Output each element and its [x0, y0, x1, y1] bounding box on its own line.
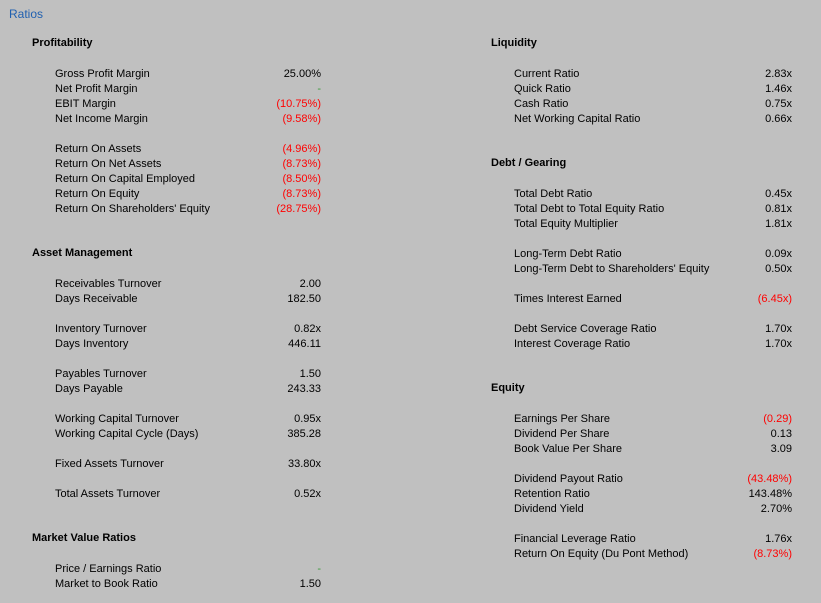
ratio-row-dividend-yield: [410, 502, 821, 517]
ratio-row-total-equity-multiplier: [410, 217, 821, 232]
ratio-row-working-capital-cycle-days: [0, 427, 410, 442]
ratio-value: 0.82x: [294, 323, 321, 335]
ratio-value: 0.50x: [765, 263, 792, 275]
ratio-value: 1.50: [299, 578, 321, 590]
ratio-label: Working Capital Turnover: [55, 413, 179, 425]
ratio-value: -: [317, 83, 321, 95]
ratio-label: Earnings Per Share: [514, 413, 610, 425]
ratio-row-return-on-assets: [0, 142, 410, 157]
ratio-value: 1.70x: [765, 338, 792, 350]
ratio-label: EBIT Margin: [55, 98, 116, 110]
ratio-value: 2.00: [299, 278, 321, 290]
ratio-row-debt-service-coverage-ratio: [410, 322, 821, 337]
ratio-value: 2.70%: [760, 503, 792, 515]
ratio-label: Inventory Turnover: [55, 323, 147, 335]
ratio-label: Net Income Margin: [55, 113, 148, 125]
ratio-label: Fixed Assets Turnover: [55, 458, 164, 470]
ratio-row-total-debt-ratio: [410, 187, 821, 202]
ratio-value: (28.75%): [276, 203, 321, 215]
ratio-row-total-assets-turnover: [0, 487, 410, 502]
ratio-value: 3.09: [770, 443, 792, 455]
ratio-label: Total Debt to Total Equity Ratio: [514, 203, 665, 215]
ratio-label: Return On Capital Employed: [55, 173, 196, 185]
ratio-value: (8.73%): [753, 548, 792, 560]
ratio-value: (8.73%): [282, 158, 321, 170]
ratio-label: Dividend Per Share: [514, 428, 610, 440]
section-heading-liquidity: Liquidity: [491, 37, 537, 49]
ratio-row-long-term-debt-ratio: [410, 247, 821, 262]
ratio-row-total-debt-to-total-equity-ratio: [410, 202, 821, 217]
ratio-label: Return On Net Assets: [55, 158, 162, 170]
ratio-value: (10.75%): [276, 98, 321, 110]
ratio-value: (9.58%): [282, 113, 321, 125]
ratio-label: Quick Ratio: [514, 83, 571, 95]
ratio-label: Return On Equity: [55, 188, 140, 200]
ratio-label: Debt Service Coverage Ratio: [514, 323, 657, 335]
ratio-row-net-income-margin: [0, 112, 410, 127]
ratio-value: -: [317, 563, 321, 575]
ratio-label: Return On Equity (Du Pont Method): [514, 548, 689, 560]
ratio-label: Total Debt Ratio: [514, 188, 593, 200]
ratio-label: Net Profit Margin: [55, 83, 138, 95]
section-heading-asset-management: Asset Management: [32, 247, 133, 259]
ratio-value: (43.48%): [747, 473, 792, 485]
ratio-label: Days Inventory: [55, 338, 129, 350]
ratio-value: 0.66x: [765, 113, 792, 125]
ratio-value: (6.45x): [757, 293, 792, 305]
ratio-value: 182.50: [287, 293, 321, 305]
ratio-row-times-interest-earned: [410, 292, 821, 307]
ratio-label: Payables Turnover: [55, 368, 147, 380]
ratio-value: 1.46x: [765, 83, 792, 95]
ratio-value: 1.81x: [765, 218, 792, 230]
ratio-row-book-value-per-share: [410, 442, 821, 457]
section-heading-debt-gearing: Debt / Gearing: [491, 157, 567, 169]
ratio-row-return-on-shareholders-equity: [0, 202, 410, 217]
ratio-row-retention-ratio: [410, 487, 821, 502]
ratio-label: Retention Ratio: [514, 488, 590, 500]
ratio-row-earnings-per-share: [410, 412, 821, 427]
ratio-row-price-earnings-ratio: [0, 562, 410, 577]
ratio-label: Long-Term Debt Ratio: [514, 248, 622, 260]
ratio-label: Total Equity Multiplier: [514, 218, 618, 230]
ratio-row-payables-turnover: [0, 367, 410, 382]
ratio-row-market-to-book-ratio: [0, 577, 410, 592]
ratio-label: Days Payable: [55, 383, 123, 395]
ratio-label: Dividend Payout Ratio: [514, 473, 623, 485]
ratio-label: Times Interest Earned: [514, 293, 622, 305]
ratio-value: 385.28: [287, 428, 321, 440]
ratio-value: (8.50%): [282, 173, 321, 185]
ratio-row-return-on-capital-employed: [0, 172, 410, 187]
ratio-value: (8.73%): [282, 188, 321, 200]
ratio-label: Price / Earnings Ratio: [55, 563, 162, 575]
ratio-label: Gross Profit Margin: [55, 68, 150, 80]
ratio-value: 25.00%: [283, 68, 321, 80]
ratio-label: Days Receivable: [55, 293, 138, 305]
ratio-value: 446.11: [288, 338, 321, 350]
ratio-label: Financial Leverage Ratio: [514, 533, 636, 545]
ratio-row-return-on-equity: [0, 187, 410, 202]
ratio-row-days-payable: [0, 382, 410, 397]
section-heading-market-value-ratios: Market Value Ratios: [32, 532, 136, 544]
ratio-row-receivables-turnover: [0, 277, 410, 292]
ratio-label: Dividend Yield: [514, 503, 584, 515]
ratio-row-dividend-per-share: [410, 427, 821, 442]
ratio-row-working-capital-turnover: [0, 412, 410, 427]
ratio-row-ebit-margin: [0, 97, 410, 112]
ratio-label: Receivables Turnover: [55, 278, 162, 290]
ratio-value: (4.96%): [282, 143, 321, 155]
ratio-value: 243.33: [287, 383, 321, 395]
ratio-value: 0.52x: [294, 488, 321, 500]
ratio-label: Interest Coverage Ratio: [514, 338, 631, 350]
ratio-value: 2.83x: [765, 68, 792, 80]
ratio-row-interest-coverage-ratio: [410, 337, 821, 352]
ratio-row-quick-ratio: [410, 82, 821, 97]
ratio-label: Market to Book Ratio: [55, 578, 158, 590]
ratio-label: Long-Term Debt to Shareholders' Equity: [514, 263, 710, 275]
ratio-label: Cash Ratio: [514, 98, 569, 110]
ratio-row-return-on-net-assets: [0, 157, 410, 172]
ratio-row-net-profit-margin: [0, 82, 410, 97]
ratio-value: 1.70x: [765, 323, 792, 335]
ratio-row-financial-leverage-ratio: [410, 532, 821, 547]
ratio-row-inventory-turnover: [0, 322, 410, 337]
section-heading-equity: Equity: [491, 382, 525, 394]
ratio-value: 0.09x: [765, 248, 792, 260]
ratio-value: 33.80x: [287, 458, 321, 470]
ratio-value: 0.13: [770, 428, 792, 440]
ratio-value: 1.50: [299, 368, 321, 380]
ratio-label: Total Assets Turnover: [55, 488, 161, 500]
section-heading-profitability: Profitability: [32, 37, 93, 49]
ratio-row-dividend-payout-ratio: [410, 472, 821, 487]
ratio-value: 0.95x: [294, 413, 321, 425]
ratio-label: Book Value Per Share: [514, 443, 623, 455]
ratio-label: Return On Shareholders' Equity: [55, 203, 210, 215]
ratio-row-current-ratio: [410, 67, 821, 82]
ratio-row-net-working-capital-ratio: [410, 112, 821, 127]
ratio-label: Return On Assets: [55, 143, 142, 155]
ratio-row-return-on-equity-du-pont-method: [410, 547, 821, 562]
ratio-value: 0.81x: [765, 203, 792, 215]
ratio-label: Working Capital Cycle (Days): [55, 428, 199, 440]
ratio-row-fixed-assets-turnover: [0, 457, 410, 472]
ratio-label: Current Ratio: [514, 68, 580, 80]
ratio-value: (0.29): [763, 413, 792, 425]
ratio-row-gross-profit-margin: [0, 67, 410, 82]
ratio-row-long-term-debt-to-shareholders-equity: [410, 262, 821, 277]
ratio-value: 0.75x: [765, 98, 792, 110]
ratio-value: 143.48%: [748, 488, 792, 500]
ratio-label: Net Working Capital Ratio: [514, 113, 641, 125]
ratio-row-days-inventory: [0, 337, 410, 352]
ratio-value: 1.76x: [765, 533, 792, 545]
page-title: Ratios: [9, 7, 44, 21]
ratio-row-cash-ratio: [410, 97, 821, 112]
ratio-row-days-receivable: [0, 292, 410, 307]
ratio-value: 0.45x: [765, 188, 792, 200]
